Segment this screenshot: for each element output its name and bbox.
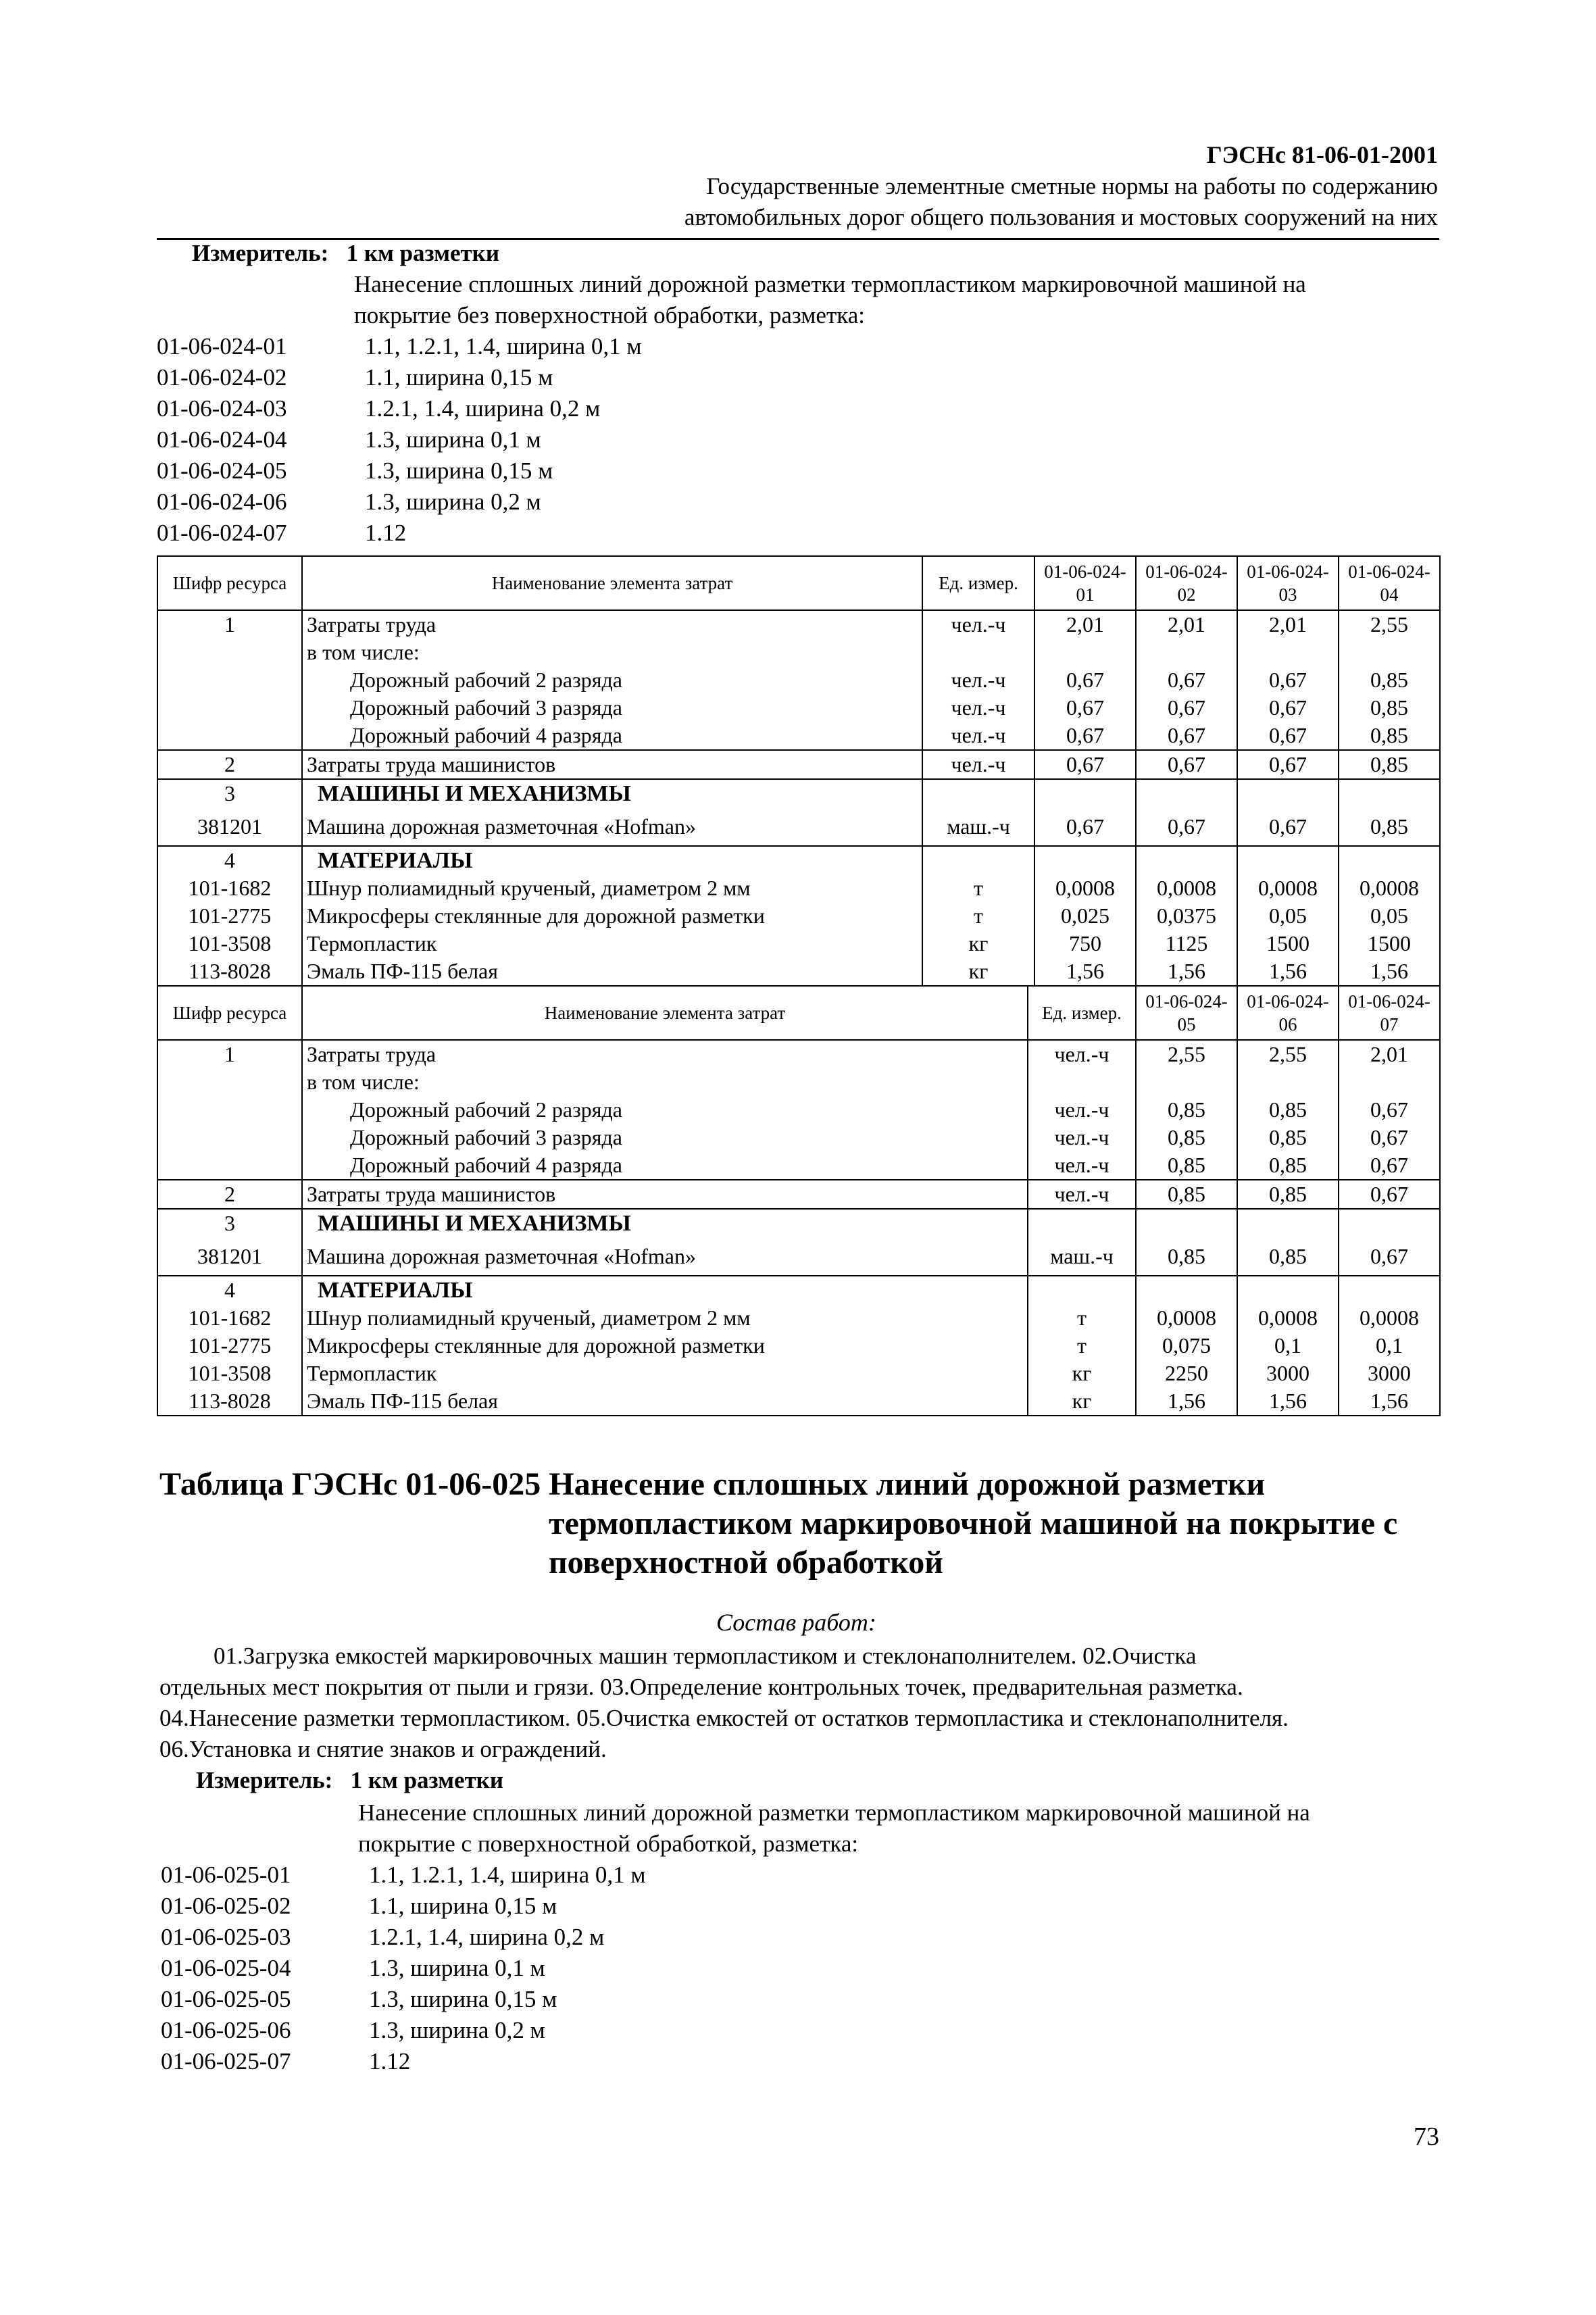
cell-cipher: 101-1682	[157, 1304, 302, 1332]
cell-unit: чел.-ч	[922, 722, 1034, 750]
cell-value: 0,0008	[1237, 874, 1339, 902]
cell-value: 0,67	[1237, 666, 1339, 694]
cell-value: 2,55	[1237, 1040, 1339, 1068]
norm-description: 1.3, ширина 0,1 м	[365, 426, 541, 453]
running-header	[684, 139, 1438, 233]
measure-line-2	[196, 1765, 503, 1796]
norm-code: 01-06-025-04	[161, 1955, 291, 1981]
norm-code: 01-06-025-02	[161, 1893, 291, 1919]
norm-code: 01-06-024-01	[157, 333, 287, 359]
cell-value: 0,0375	[1136, 902, 1237, 930]
cell-value: 750	[1034, 930, 1136, 957]
description-1	[354, 269, 1306, 331]
description-line: Нанесение сплошных линий дорожной разметки термопластиком маркировочной машиной на	[354, 271, 1306, 297]
cell-unit: чел.-ч	[1028, 1124, 1136, 1151]
cell-cipher: 101-1682	[157, 874, 302, 902]
col-header-name: Наименование элемента затрат	[302, 556, 922, 610]
norm-description: 1.1, ширина 0,15 м	[369, 1893, 557, 1919]
cell-name: Термопластик	[302, 1360, 1028, 1387]
cell-value	[1237, 779, 1339, 807]
cell-value: 0,67	[1339, 1180, 1440, 1209]
code-list-item	[161, 1953, 646, 1984]
header-line-1: Государственные элементные сметные нормы на работы по содержанию	[706, 173, 1438, 199]
cell-cipher	[157, 1096, 302, 1124]
table-row	[157, 1096, 1440, 1124]
cell-value	[1339, 639, 1440, 666]
norm-description: 1.1, ширина 0,15 м	[365, 364, 553, 391]
code-list-item	[161, 2046, 646, 2077]
col-header-name: Наименование элемента затрат	[302, 986, 1028, 1040]
code-list-item	[157, 393, 642, 424]
cell-unit	[922, 846, 1034, 874]
cell-name: Шнур полиамидный крученый, диаметром 2 мм	[302, 1304, 1028, 1332]
cell-name: Дорожный рабочий 3 разряда	[302, 694, 922, 722]
cell-unit: чел.-ч	[1028, 1040, 1136, 1068]
cell-unit	[1028, 1209, 1136, 1237]
cell-value	[1136, 779, 1237, 807]
col-header-norm: 01-06-024-03	[1237, 556, 1339, 610]
cell-value: 2,01	[1034, 610, 1136, 639]
cell-value: 0,85	[1339, 722, 1440, 750]
norm-description: 1.12	[365, 520, 407, 546]
cell-value	[1237, 1276, 1339, 1304]
norm-code: 01-06-024-06	[157, 489, 287, 515]
cell-value	[1237, 639, 1339, 666]
cell-value: 0,85	[1136, 1180, 1237, 1209]
cell-value: 2,01	[1136, 610, 1237, 639]
norm-code: 01-06-024-05	[157, 457, 287, 484]
table-row	[157, 1209, 1440, 1237]
cell-cipher	[157, 1068, 302, 1096]
cell-value: 1,56	[1034, 957, 1136, 986]
code-list-item	[161, 1891, 646, 1922]
cell-value: 0,67	[1034, 666, 1136, 694]
cell-cipher: 101-2775	[157, 902, 302, 930]
col-header-norm: 01-06-024-07	[1339, 986, 1440, 1040]
cell-value: 0,67	[1237, 807, 1339, 846]
cell-name: Машина дорожная разметочная «Hofman»	[302, 807, 922, 846]
cell-name: МАТЕРИАЛЫ	[302, 846, 922, 874]
header-code: ГЭСНс 81-06-01-2001	[1206, 141, 1438, 168]
cell-value	[1339, 1209, 1440, 1237]
cell-name: Микросферы стеклянные для дорожной разметки	[302, 902, 922, 930]
cell-name: Затраты труда	[302, 1040, 1028, 1068]
col-header-norm: 01-06-024-01	[1034, 556, 1136, 610]
description-line: покрытие без поверхностной обработки, разметка:	[354, 302, 865, 328]
cell-value: 0,85	[1237, 1096, 1339, 1124]
table-row	[157, 1151, 1440, 1180]
norm-code: 01-06-024-02	[157, 364, 287, 391]
cell-unit: маш.-ч	[1028, 1237, 1136, 1276]
cell-value	[1034, 779, 1136, 807]
table-row	[157, 874, 1440, 902]
norm-code: 01-06-025-06	[161, 2017, 291, 2043]
cell-value: 0,67	[1237, 722, 1339, 750]
table-row	[157, 639, 1440, 666]
code-list-item	[161, 2015, 646, 2046]
cell-value: 1,56	[1136, 957, 1237, 986]
cell-value	[1136, 1068, 1237, 1096]
cell-value: 0,67	[1136, 807, 1237, 846]
cell-cipher	[157, 639, 302, 666]
code-list-1	[157, 331, 642, 549]
cell-value: 2,01	[1237, 610, 1339, 639]
cell-name: Эмаль ПФ-115 белая	[302, 1387, 1028, 1416]
table-row	[157, 779, 1440, 807]
table-row	[157, 1180, 1440, 1209]
norm-description: 1.1, 1.2.1, 1.4, ширина 0,1 м	[369, 1862, 646, 1888]
cell-unit: кг	[922, 957, 1034, 986]
table-row	[157, 902, 1440, 930]
code-list-item	[161, 1860, 646, 1891]
code-list-item	[157, 424, 642, 455]
section-title-line-2: термопластиком маркировочной машиной на покрытие с	[549, 1505, 1398, 1541]
table-row	[157, 930, 1440, 957]
cell-cipher: 1	[157, 1040, 302, 1068]
cell-name: в том числе:	[302, 1068, 1028, 1096]
cell-cipher: 101-2775	[157, 1332, 302, 1360]
cell-name: Шнур полиамидный крученый, диаметром 2 мм	[302, 874, 922, 902]
cell-value: 0,85	[1136, 1096, 1237, 1124]
cell-value: 1,56	[1339, 1387, 1440, 1416]
cell-value	[1136, 846, 1237, 874]
cell-value: 0,67	[1339, 1124, 1440, 1151]
cell-unit	[922, 639, 1034, 666]
cell-value: 0,67	[1034, 750, 1136, 779]
cell-value	[1237, 846, 1339, 874]
works-paragraph-line: 01.Загрузка емкостей маркировочных машин термопластиком и стеклонаполнителем. 02.Очистка	[214, 1643, 1197, 1669]
cell-cipher: 381201	[157, 807, 302, 846]
cell-value: 0,85	[1339, 807, 1440, 846]
table-row	[157, 610, 1440, 639]
cell-value: 3000	[1339, 1360, 1440, 1387]
table-row	[157, 722, 1440, 750]
cell-cipher: 101-3508	[157, 1360, 302, 1387]
cell-cipher	[157, 1124, 302, 1151]
table-row	[157, 807, 1440, 846]
cell-name: Затраты труда машинистов	[302, 1180, 1028, 1209]
cell-value: 0,67	[1034, 722, 1136, 750]
header-line-2: автомобильных дорог общего пользования и мостовых сооружений на них	[684, 204, 1438, 230]
cell-value: 0,85	[1136, 1151, 1237, 1180]
cell-value: 0,0008	[1034, 874, 1136, 902]
norm-description: 1.12	[369, 2048, 411, 2074]
table-row	[157, 1387, 1440, 1416]
cell-unit: кг	[1028, 1387, 1136, 1416]
cell-value: 1500	[1237, 930, 1339, 957]
works-paragraph-line: 06.Установка и снятие знаков и ограждений.	[159, 1736, 607, 1762]
description-2	[358, 1797, 1310, 1860]
section-title-line-3: поверхностной обработкой	[549, 1545, 943, 1580]
cell-name: Микросферы стеклянные для дорожной разметки	[302, 1332, 1028, 1360]
norm-code: 01-06-024-04	[157, 426, 287, 453]
code-list-item	[157, 362, 642, 393]
norm-code: 01-06-025-07	[161, 2048, 291, 2074]
cell-cipher: 113-8028	[157, 1387, 302, 1416]
cell-value	[1034, 639, 1136, 666]
norm-code: 01-06-024-03	[157, 395, 287, 422]
cell-value: 0,025	[1034, 902, 1136, 930]
measure-value: 1 км разметки	[350, 1767, 504, 1793]
cell-value: 2,01	[1339, 1040, 1440, 1068]
cell-cipher	[157, 694, 302, 722]
cell-value: 0,85	[1339, 750, 1440, 779]
norm-description: 1.2.1, 1.4, ширина 0,2 м	[369, 1924, 605, 1950]
works-composition-heading: Состав работ:	[716, 1609, 876, 1636]
table-row	[157, 1068, 1440, 1096]
page-number: 73	[1414, 2122, 1439, 2151]
table-row	[157, 1237, 1440, 1276]
col-header-cipher: Шифр ресурса	[157, 986, 302, 1040]
cell-value: 2250	[1136, 1360, 1237, 1387]
cell-cipher: 2	[157, 1180, 302, 1209]
cell-value	[1339, 846, 1440, 874]
cell-value: 1,56	[1136, 1387, 1237, 1416]
cell-unit: маш.-ч	[922, 807, 1034, 846]
cell-unit	[1028, 1068, 1136, 1096]
cell-cipher: 3	[157, 779, 302, 807]
cell-value: 0,0008	[1136, 874, 1237, 902]
cell-value: 0,67	[1339, 1151, 1440, 1180]
cell-unit	[1028, 1276, 1136, 1304]
cell-unit: т	[922, 902, 1034, 930]
table-row	[157, 1304, 1440, 1332]
cell-unit: чел.-ч	[922, 610, 1034, 639]
col-header-norm: 01-06-024-02	[1136, 556, 1237, 610]
cell-cipher: 3	[157, 1209, 302, 1237]
cell-name: в том числе:	[302, 639, 922, 666]
measure-label: Измеритель:	[196, 1767, 333, 1793]
cell-unit: т	[1028, 1332, 1136, 1360]
code-list-item	[157, 487, 642, 518]
cell-unit	[922, 779, 1034, 807]
cell-value: 2,55	[1339, 610, 1440, 639]
cell-value: 0,85	[1136, 1237, 1237, 1276]
col-header-norm: 01-06-024-04	[1339, 556, 1440, 610]
cell-cipher: 4	[157, 846, 302, 874]
cell-value: 0,0008	[1136, 1304, 1237, 1332]
code-list-item	[157, 518, 642, 549]
table-row	[157, 1040, 1440, 1068]
cell-name: Эмаль ПФ-115 белая	[302, 957, 922, 986]
cell-name: Затраты труда машинистов	[302, 750, 922, 779]
cell-unit: чел.-ч	[1028, 1180, 1136, 1209]
resource-table-1	[157, 555, 1441, 987]
cell-unit: т	[922, 874, 1034, 902]
cell-unit: кг	[922, 930, 1034, 957]
cell-value: 1125	[1136, 930, 1237, 957]
measure-label: Измеритель:	[192, 240, 329, 266]
norm-code: 01-06-025-05	[161, 1986, 291, 2012]
measure-value: 1 км разметки	[346, 240, 500, 266]
cell-value	[1339, 779, 1440, 807]
cell-value: 0,05	[1339, 902, 1440, 930]
description-line: Нанесение сплошных линий дорожной разметки термопластиком маркировочной машиной на	[358, 1799, 1310, 1826]
cell-value: 1,56	[1237, 1387, 1339, 1416]
cell-value: 0,1	[1339, 1332, 1440, 1360]
cell-value: 0,67	[1136, 694, 1237, 722]
table-row	[157, 1332, 1440, 1360]
cell-value: 0,67	[1136, 750, 1237, 779]
col-header-norm: 01-06-024-06	[1237, 986, 1339, 1040]
table-row	[157, 750, 1440, 779]
cell-value: 0,075	[1136, 1332, 1237, 1360]
cell-unit: чел.-ч	[922, 750, 1034, 779]
cell-name: МАШИНЫ И МЕХАНИЗМЫ	[302, 779, 922, 807]
cell-value: 0,85	[1237, 1124, 1339, 1151]
col-header-unit: Ед. измер.	[1028, 986, 1136, 1040]
cell-cipher: 101-3508	[157, 930, 302, 957]
cell-name: Дорожный рабочий 3 разряда	[302, 1124, 1028, 1151]
cell-value: 3000	[1237, 1360, 1339, 1387]
cell-value: 0,67	[1136, 666, 1237, 694]
cell-value	[1237, 1209, 1339, 1237]
cell-unit: чел.-ч	[1028, 1151, 1136, 1180]
cell-name: Дорожный рабочий 4 разряда	[302, 722, 922, 750]
resource-table-2	[157, 985, 1441, 1416]
cell-value: 1500	[1339, 930, 1440, 957]
cell-value	[1034, 846, 1136, 874]
cell-value: 0,85	[1237, 1180, 1339, 1209]
cell-cipher	[157, 722, 302, 750]
norm-description: 1.3, ширина 0,2 м	[365, 489, 541, 515]
description-line: покрытие с поверхностной обработкой, разметка:	[358, 1831, 859, 1857]
cell-cipher: 113-8028	[157, 957, 302, 986]
cell-value	[1237, 1068, 1339, 1096]
cell-value	[1136, 1276, 1237, 1304]
cell-cipher	[157, 666, 302, 694]
norm-description: 1.3, ширина 0,15 м	[365, 457, 553, 484]
works-paragraph-line: отдельных мест покрытия от пыли и грязи. 03.Определение контрольных точек, предварительная разметка.	[159, 1674, 1243, 1700]
cell-value: 0,67	[1237, 694, 1339, 722]
cell-value: 1,56	[1339, 957, 1440, 986]
cell-value: 1,56	[1237, 957, 1339, 986]
cell-value: 0,67	[1034, 694, 1136, 722]
code-list-2	[161, 1860, 646, 2077]
cell-value: 0,67	[1034, 807, 1136, 846]
cell-unit: т	[1028, 1304, 1136, 1332]
code-list-item	[157, 455, 642, 487]
col-header-norm: 01-06-024-05	[1136, 986, 1237, 1040]
cell-unit: чел.-ч	[922, 666, 1034, 694]
code-list-item	[161, 1984, 646, 2015]
col-header-unit: Ед. измер.	[922, 556, 1034, 610]
cell-name: МАШИНЫ И МЕХАНИЗМЫ	[302, 1209, 1028, 1237]
cell-name: Термопластик	[302, 930, 922, 957]
works-paragraph-line: 04.Нанесение разметки термопластиком. 05.Очистка емкостей от остатков термопластика и стеклонаполнителя.	[159, 1705, 1289, 1731]
table-row	[157, 666, 1440, 694]
table-row	[157, 694, 1440, 722]
norm-code: 01-06-024-07	[157, 520, 287, 546]
norm-description: 1.3, ширина 0,2 м	[369, 2017, 545, 2043]
cell-name: Машина дорожная разметочная «Hofman»	[302, 1237, 1028, 1276]
cell-value	[1136, 1209, 1237, 1237]
cell-name: Дорожный рабочий 4 разряда	[302, 1151, 1028, 1180]
cell-value: 0,05	[1237, 902, 1339, 930]
cell-value: 2,55	[1136, 1040, 1237, 1068]
cell-value	[1136, 639, 1237, 666]
cell-cipher	[157, 1151, 302, 1180]
norm-code: 01-06-025-01	[161, 1862, 291, 1888]
table-row	[157, 1124, 1440, 1151]
norm-description: 1.2.1, 1.4, ширина 0,2 м	[365, 395, 601, 422]
cell-cipher: 4	[157, 1276, 302, 1304]
cell-value: 0,67	[1136, 722, 1237, 750]
cell-cipher: 2	[157, 750, 302, 779]
cell-value: 0,0008	[1339, 874, 1440, 902]
cell-cipher: 381201	[157, 1237, 302, 1276]
cell-value: 0,85	[1237, 1151, 1339, 1180]
section-title-line-1: Таблица ГЭСНс 01-06-025 Нанесение сплошных линий дорожной разметки	[159, 1466, 1266, 1502]
cell-unit: чел.-ч	[1028, 1096, 1136, 1124]
cell-value: 0,1	[1237, 1332, 1339, 1360]
table-row	[157, 1360, 1440, 1387]
cell-value: 0,85	[1339, 666, 1440, 694]
measure-line-1	[192, 238, 499, 269]
table-row	[157, 957, 1440, 986]
cell-unit: чел.-ч	[922, 694, 1034, 722]
col-header-cipher: Шифр ресурса	[157, 556, 302, 610]
cell-value: 0,0008	[1339, 1304, 1440, 1332]
norm-description: 1.3, ширина 0,15 м	[369, 1986, 557, 2012]
cell-value	[1339, 1276, 1440, 1304]
cell-value: 0,85	[1136, 1124, 1237, 1151]
cell-cipher: 1	[157, 610, 302, 639]
cell-value: 0,85	[1237, 1237, 1339, 1276]
cell-value: 0,67	[1237, 750, 1339, 779]
norm-description: 1.3, ширина 0,1 м	[369, 1955, 545, 1981]
table-row	[157, 1276, 1440, 1304]
cell-name: Затраты труда	[302, 610, 922, 639]
cell-value: 0,85	[1339, 694, 1440, 722]
code-list-item	[161, 1922, 646, 1953]
table-row	[157, 846, 1440, 874]
code-list-item	[157, 331, 642, 362]
cell-name: МАТЕРИАЛЫ	[302, 1276, 1028, 1304]
norm-description: 1.1, 1.2.1, 1.4, ширина 0,1 м	[365, 333, 642, 359]
cell-name: Дорожный рабочий 2 разряда	[302, 1096, 1028, 1124]
cell-value: 0,0008	[1237, 1304, 1339, 1332]
cell-unit: кг	[1028, 1360, 1136, 1387]
cell-value: 0,67	[1339, 1096, 1440, 1124]
cell-value	[1339, 1068, 1440, 1096]
cell-value: 0,67	[1339, 1237, 1440, 1276]
cell-name: Дорожный рабочий 2 разряда	[302, 666, 922, 694]
norm-code: 01-06-025-03	[161, 1924, 291, 1950]
